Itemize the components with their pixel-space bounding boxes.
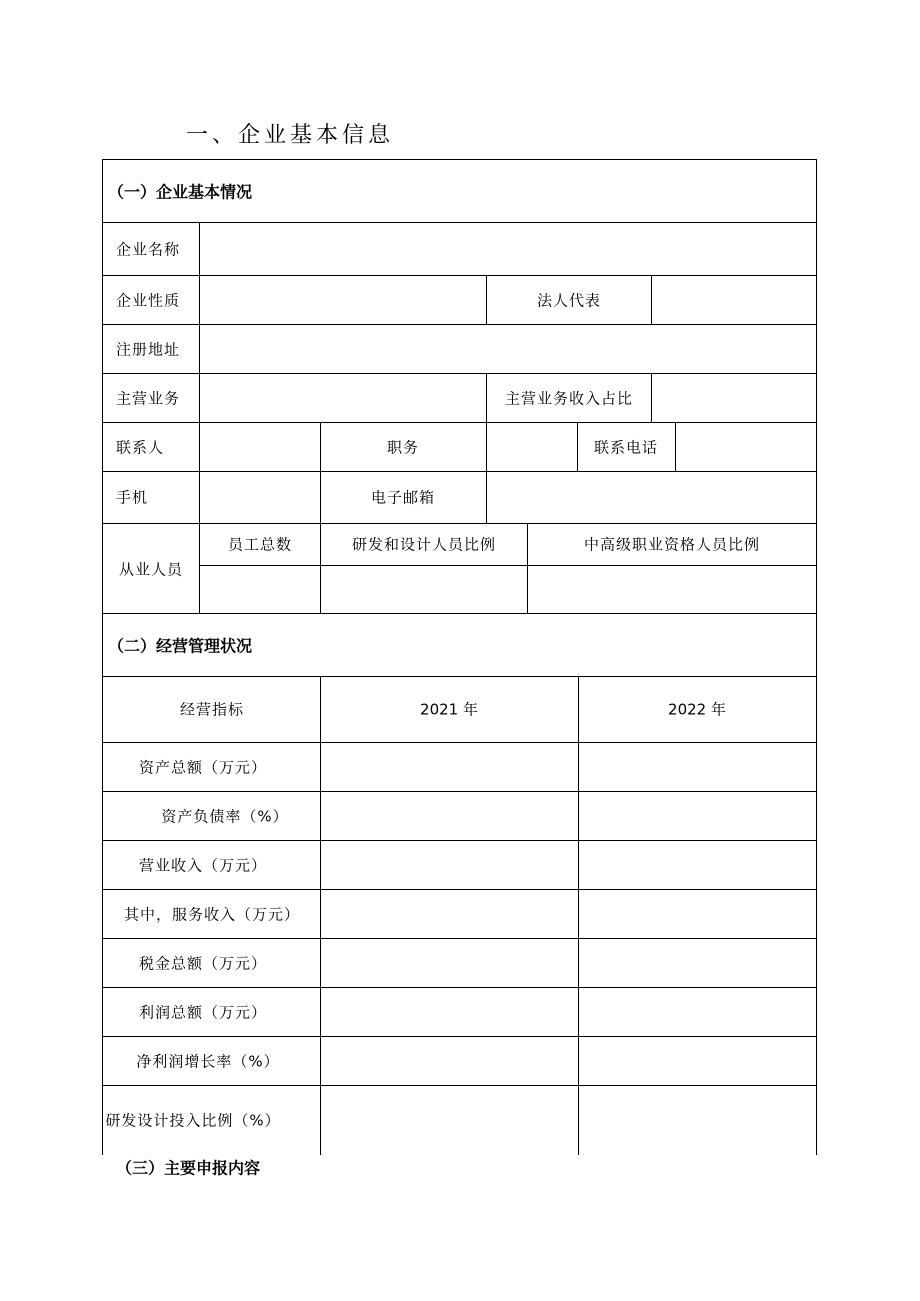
- company-nature-field[interactable]: [200, 276, 486, 324]
- total-assets-2021-field[interactable]: [321, 743, 578, 791]
- label-main-business: 主营业务: [116, 389, 181, 408]
- header-indicator: 经营指标: [179, 700, 245, 719]
- row-label-service-revenue: 其中，服务收入（万元）: [123, 905, 301, 924]
- label-company-nature: 企业性质: [116, 291, 181, 310]
- label-staff: 从业人员: [118, 560, 184, 579]
- revenue-2021-field[interactable]: [321, 841, 578, 889]
- total-tax-2022-field[interactable]: [579, 939, 816, 987]
- label-contact-person: 联系人: [116, 438, 165, 457]
- net-profit-growth-2022-field[interactable]: [579, 1037, 816, 1085]
- registered-address-field[interactable]: [200, 325, 816, 373]
- row-label-rd-investment: 研发设计投入比例（%）: [105, 1111, 281, 1130]
- section-title-declaration: （三）主要申报内容: [116, 1158, 261, 1178]
- table-border-right: [816, 159, 817, 1155]
- row-label-revenue: 营业收入（万元）: [138, 856, 268, 875]
- section-title-operation: （二）经营管理状况: [108, 636, 253, 656]
- label-legal-rep: 法人代表: [536, 291, 602, 310]
- label-email: 电子邮箱: [370, 488, 436, 507]
- total-tax-2021-field[interactable]: [321, 939, 578, 987]
- legal-rep-field[interactable]: [652, 276, 816, 324]
- service-revenue-2022-field[interactable]: [579, 890, 816, 938]
- total-profit-2022-field[interactable]: [579, 988, 816, 1036]
- rd-investment-2022-field[interactable]: [579, 1086, 816, 1155]
- position-field[interactable]: [487, 423, 577, 471]
- service-revenue-2021-field[interactable]: [321, 890, 578, 938]
- label-rd-ratio: 研发和设计人员比例: [351, 535, 497, 554]
- row-divider: [102, 523, 817, 524]
- label-contact-phone: 联系电话: [593, 438, 659, 457]
- row-label-debt-ratio: 资产负债率（%）: [161, 807, 289, 826]
- total-staff-field[interactable]: [200, 566, 320, 613]
- row-divider: [102, 676, 817, 677]
- row-label-net-profit-growth: 净利润增长率（%）: [136, 1052, 280, 1071]
- row-label-total-profit: 利润总额（万元）: [138, 1003, 268, 1022]
- row-divider: [102, 613, 817, 614]
- contact-phone-field[interactable]: [676, 423, 816, 471]
- label-senior-ratio: 中高级职业资格人员比例: [583, 535, 761, 554]
- rd-investment-2021-field[interactable]: [321, 1086, 578, 1155]
- company-name-field[interactable]: [200, 223, 816, 275]
- total-assets-2022-field[interactable]: [579, 743, 816, 791]
- email-field[interactable]: [487, 472, 816, 523]
- label-registered-address: 注册地址: [116, 340, 181, 359]
- total-profit-2021-field[interactable]: [321, 988, 578, 1036]
- mobile-field[interactable]: [200, 472, 320, 523]
- contact-person-field[interactable]: [200, 423, 320, 471]
- column-divider: [486, 275, 487, 324]
- header-year-2021: 2021 年: [420, 700, 478, 719]
- column-divider: [577, 422, 578, 471]
- label-company-name: 企业名称: [116, 240, 181, 259]
- row-label-total-tax: 税金总额（万元）: [138, 954, 268, 973]
- label-total-staff: 员工总数: [227, 535, 293, 554]
- column-divider: [320, 422, 321, 523]
- table-border-left: [102, 159, 103, 1155]
- column-divider: [486, 373, 487, 422]
- debt-ratio-2021-field[interactable]: [321, 792, 578, 840]
- label-main-business-ratio: 主营业务收入占比: [504, 389, 634, 408]
- main-business-field[interactable]: [200, 374, 486, 422]
- label-position: 职务: [386, 438, 420, 457]
- rd-ratio-field[interactable]: [321, 566, 527, 613]
- net-profit-growth-2021-field[interactable]: [321, 1037, 578, 1085]
- main-business-ratio-field[interactable]: [652, 374, 816, 422]
- section-title-basic: （一）企业基本情况: [108, 182, 253, 202]
- label-mobile: 手机: [116, 488, 149, 507]
- row-label-total-assets: 资产总额（万元）: [138, 758, 268, 777]
- page-title: 一、企业基本信息: [186, 123, 395, 148]
- senior-ratio-field[interactable]: [528, 566, 816, 613]
- table-border-top: [102, 159, 817, 160]
- revenue-2022-field[interactable]: [579, 841, 816, 889]
- debt-ratio-2022-field[interactable]: [579, 792, 816, 840]
- header-year-2022: 2022 年: [668, 700, 726, 719]
